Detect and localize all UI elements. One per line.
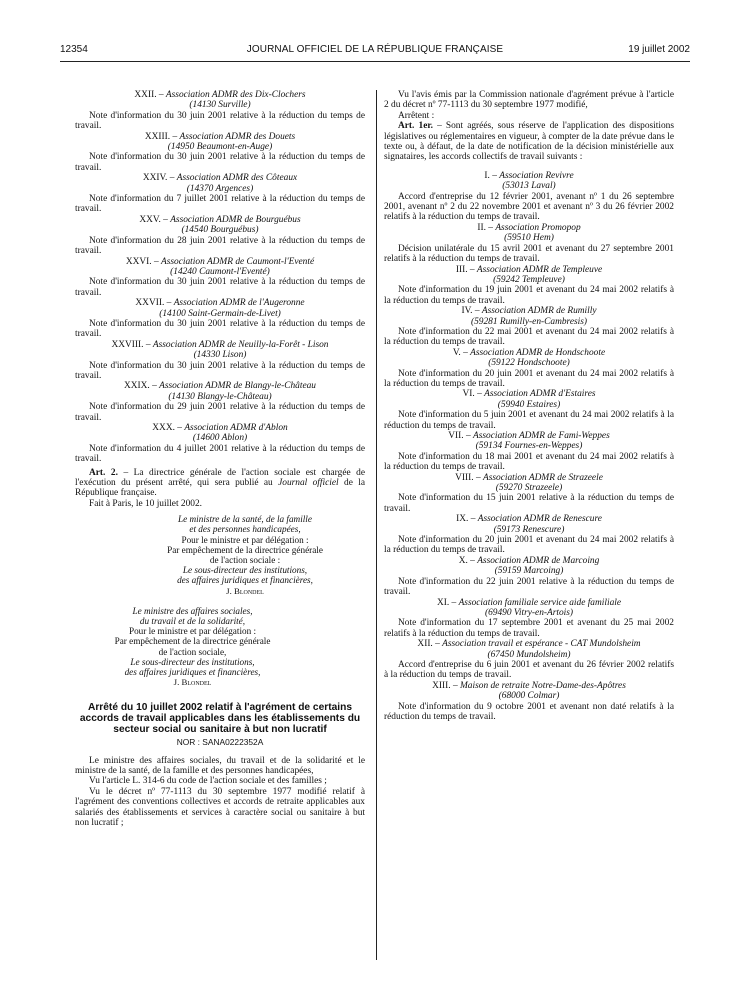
article-1	[384, 121, 674, 163]
entry-place: (53013 Laval)	[502, 181, 556, 192]
entry-text: Décision unilatérale du 15 avril 2001 et avenant du 27 septembre 2001 relatifs à la réduction du temps de travail.	[384, 243, 674, 265]
article-2-journal: Journal officiel	[278, 478, 339, 489]
left-entries	[75, 90, 365, 465]
entry-name: Association ADMR des Dix-Clochers	[165, 90, 306, 100]
sig1-line4: Par empêchement de la directrice générale	[167, 544, 323, 555]
signature-affaires-sociales	[75, 606, 310, 688]
article-1-label: Art. 1er.	[398, 121, 433, 132]
entry	[75, 132, 365, 174]
entry-name: Association ADMR de Blangy-le-Château	[159, 381, 316, 392]
entry-heading: XIII. – Maison de retraite Notre-Dame-des-Apôtres	[432, 680, 626, 691]
entry-text: Note d'information du 20 juin 2001 et avenant du 24 mai 2002 relatifs à la réduction du temps de travail.	[384, 368, 674, 389]
article-2-text-b: de la République française.	[75, 478, 365, 499]
entry-text: Note d'information du 7 juillet 2001 relative à la réduction du temps de travail.	[75, 194, 365, 215]
entry-text: Note d'information du 30 juin 2001 relative à la réduction du temps de travail.	[75, 110, 365, 132]
entry-name: Association ADMR de Hondschoote	[470, 347, 606, 358]
entry-name: Association ADMR de Templeuve	[476, 264, 603, 275]
entry	[75, 381, 365, 423]
entry-text: Note d'information du 29 juin 2001 relative à la réduction du temps de travail.	[75, 402, 365, 423]
entry-place: (14130 Blangy-le-Château)	[168, 391, 272, 402]
entry-name: Association Revivre	[499, 170, 574, 181]
entry-number: XXVIII.	[111, 339, 144, 350]
entry	[384, 431, 674, 473]
signature-sante	[125, 514, 365, 596]
entry-heading: XXV. – Association ADMR de Bourguébus	[139, 214, 301, 225]
entry-place: (14330 Lison)	[193, 350, 247, 361]
entry-text: Note d'information du 15 juin 2001 relative à la réduction du temps de travail.	[384, 493, 674, 514]
entry-name: Association ADMR d'Estaires	[484, 389, 596, 400]
entry-heading: XXIV. – Association ADMR des Côteaux	[142, 173, 298, 184]
entry-heading: VIII. – Association ADMR de Strazeele	[455, 472, 603, 483]
page-header	[60, 44, 690, 58]
entry	[75, 298, 365, 340]
entry-name: Association ADMR des Côteaux	[176, 173, 298, 184]
entry-name: Association ADMR de Renescure	[477, 514, 602, 525]
entry-text: Note d'information du 22 mai 2001 et avenant du 24 mai 2002 relatifs à la réduction du temps de travail.	[384, 326, 674, 348]
entry-name: Association ADMR de Fami-Weppes	[473, 431, 610, 441]
entry-place: (14540 Bourguébus)	[181, 225, 259, 236]
sig2-line6: Le sous-directeur des institutions,	[130, 656, 255, 667]
entry-name: Association Promopop	[495, 222, 581, 233]
entry-heading: III. – Association ADMR de Templeuve	[455, 264, 603, 275]
visa-code: Vu l'article L. 314-6 du code de l'action sociale et des familles ;	[89, 776, 327, 787]
entry-name: Association ADMR de Strazeele	[483, 472, 603, 483]
entry-place: (14100 Saint-Germain-de-Livet)	[159, 308, 281, 319]
entry-name: Association ADMR des Douets	[179, 131, 296, 142]
entry	[75, 340, 365, 382]
sig1-line7: des affaires juridiques et financières,	[177, 575, 313, 586]
arretent: Arrêtent :	[398, 110, 435, 121]
sig2-line2: du travail et de la solidarité,	[139, 616, 246, 627]
fait-a-paris: Fait à Paris, le 10 juillet 2002.	[89, 498, 203, 509]
article-1-text: – Sont agréés, sous réserve de l'application des dispositions législatives ou réglementaires en vigueur, à compter de la date prévue dans le texte ou, à défaut, de la date de notification de la décision ministérielle aux signataires, les accords collectifs de travail suivants :	[384, 121, 674, 163]
entry	[384, 473, 674, 515]
right-column	[384, 90, 674, 722]
entry-heading: XXII. – Association ADMR des Dix-Clochers	[134, 90, 306, 100]
entry	[384, 306, 674, 348]
sig2-line3: Pour le ministre et par délégation :	[128, 626, 257, 637]
entry-place: (59173 Renescure)	[493, 524, 565, 535]
entry-number: IX.	[456, 514, 469, 525]
entry-heading: II. – Association Promopop	[477, 222, 581, 233]
left-column	[75, 90, 365, 828]
entry-place: (67450 Mundolsheim)	[487, 649, 571, 660]
entry-heading: V. – Association ADMR de Hondschoote	[452, 347, 606, 358]
entry-place: (59281 Rumilly-en-Cambresis)	[470, 316, 588, 327]
entry-place: (59510 Hem)	[504, 233, 554, 244]
entry-heading: XXVI. – Association ADMR de Caumont-l'Eventé	[125, 256, 315, 267]
entry-place: (59122 Hondschoote)	[488, 358, 570, 369]
entry-number: XXII.	[134, 90, 157, 100]
entry	[384, 348, 674, 390]
entry-name: Association ADMR d'Ablon	[184, 423, 288, 433]
sig2-line1: Le ministre des affaires sociales,	[132, 605, 253, 616]
entry-place: (68000 Colmar)	[498, 691, 560, 702]
entry	[384, 171, 674, 223]
article-2	[75, 468, 365, 499]
sig1-name: J. Blondel	[226, 585, 264, 596]
sig2-name: J. Blondel	[173, 677, 212, 688]
entry-heading: XXVIII. – Association ADMR de Neuilly-la-Forêt - Lison	[111, 339, 329, 350]
entry-number: V.	[452, 347, 461, 358]
entry-place: (14130 Surville)	[189, 100, 251, 111]
entry-place: (59242 Templeuve)	[493, 274, 565, 285]
sig2-line4: Par empêchement de la directrice générale	[114, 636, 271, 647]
entry	[75, 173, 365, 215]
entry	[384, 223, 674, 265]
entry-heading: XXIII. – Association ADMR des Douets	[144, 131, 296, 142]
entry-heading: VII. – Association ADMR de Fami-Weppes	[448, 431, 610, 441]
entry-heading: XXVII. – Association ADMR de l'Augeronne	[135, 298, 305, 309]
entry-heading: XXX. – Association ADMR d'Ablon	[152, 423, 288, 433]
entry-heading: XII. – Association travail et espérance - CAT Mundolsheim	[417, 639, 641, 650]
entry-heading: IX. – Association ADMR de Renescure	[456, 514, 602, 525]
sig1-line6: Le sous-directeur des institutions,	[182, 565, 308, 576]
entry	[384, 389, 674, 431]
entry-place: (14240 Caumont-l'Eventé)	[170, 266, 270, 277]
entry-number: VIII.	[455, 472, 474, 483]
entry-number: XXIV.	[142, 173, 168, 184]
entry-heading: XI. – Association familiale service aide familiale	[436, 597, 622, 608]
entry	[75, 257, 365, 299]
journal-title: JOURNAL OFFICIEL DE LA RÉPUBLIQUE FRANÇAISE	[246, 44, 504, 55]
visa-ministres: Le ministre des affaires sociales, du travail et de la solidarité et le ministre de la santé, de la famille et des personnes handicapées,	[75, 755, 365, 776]
entry-place: (69490 Vitry-en-Artois)	[484, 607, 574, 618]
entry-text: Note d'information du 17 septembre 2001 et avenant du 25 mai 2002 relatifs à la réduction du temps de travail.	[384, 618, 674, 639]
entry-text: Note d'information du 4 juillet 2001 relative à la réduction du temps de travail.	[75, 443, 365, 465]
entry-number: XXX.	[152, 423, 175, 433]
article-2-label: Art. 2.	[89, 467, 118, 478]
entry-number: IV.	[461, 306, 473, 317]
entry-heading: VI. – Association ADMR d'Estaires	[462, 389, 596, 400]
nor-reference: NOR : SANA0222352A	[176, 737, 264, 748]
entry-text: Note d'information du 30 juin 2001 relative à la réduction du temps de travail.	[75, 360, 365, 381]
entry-number: XXIX.	[124, 381, 150, 392]
entry-place: (59270 Strazeele)	[495, 483, 563, 494]
entry-text: Note d'information du 22 juin 2001 relative à la réduction du temps de travail.	[384, 576, 674, 598]
entry-place: (59134 Fournes-en-Weppes)	[475, 441, 583, 452]
sig2-line5: de l'action sociale,	[158, 646, 227, 657]
entry	[384, 265, 674, 307]
right-entries	[384, 171, 674, 723]
entry-name: Association ADMR de Bourguébus	[170, 214, 301, 225]
entry-number: XXVII.	[135, 298, 165, 309]
entry-text: Accord d'entreprise du 12 février 2001, avenant nº 1 du 26 septembre 2001, avenant nº 2 du 22 novembre 2001 et avenant nº 3 du 26 février 2002 relatifs à la réduction du temps de travail.	[384, 191, 674, 223]
arrete-title: Arrêté du 10 juillet 2002 relatif à l'agrément de certains accords de travail applicables dans les établissements du secteur social ou sanitaire à but non lucratif	[79, 701, 361, 735]
entry-name: Maison de retraite Notre-Dame-des-Apôtres	[460, 680, 626, 691]
article-2-text-a: – La directrice générale de l'action sociale est chargée de l'exécution du présent arrêté, qui sera publié au	[75, 467, 365, 489]
issue-date: 19 juillet 2002	[628, 44, 690, 55]
sig1-line5: de l'action sociale :	[209, 555, 281, 566]
entry-text: Note d'information du 30 juin 2001 relative à la réduction du temps de travail.	[75, 277, 365, 298]
entry-text: Note d'information du 18 mai 2001 et avenant du 24 mai 2002 relatifs à la réduction du temps de travail.	[384, 451, 674, 473]
sig1-line3: Pour le ministre et par délégation :	[181, 534, 309, 545]
entry-place: (59159 Marcoing)	[494, 566, 564, 577]
entry-number: XXV.	[139, 214, 161, 225]
entry-name: Association ADMR de Caumont-l'Eventé	[161, 256, 315, 267]
sig1-line1: Le ministre de la santé, de la famille	[178, 514, 312, 525]
entry-text: Note d'information du 20 juin 2001 et avenant du 24 mai 2002 relatifs à la réduction du temps de travail.	[384, 535, 674, 556]
entry	[384, 639, 674, 681]
entry-number: XI.	[436, 597, 450, 608]
entry-name: Association ADMR de Rumilly	[481, 306, 597, 317]
entry-name: Association ADMR de l'Augeronne	[173, 298, 305, 309]
entry	[75, 423, 365, 465]
sig1-line2: et des personnes handicapées,	[189, 524, 301, 535]
entry	[75, 90, 365, 132]
entry-name: Association familiale service aide familiale	[458, 597, 622, 608]
entry-number: III.	[455, 264, 468, 275]
entry-text: Note d'information du 30 juin 2001 relative à la réduction du temps de travail.	[75, 318, 365, 340]
column-divider	[376, 90, 377, 960]
entry-heading: IV. – Association ADMR de Rumilly	[461, 306, 597, 317]
entry	[384, 556, 674, 598]
entry-number: X.	[458, 555, 468, 566]
entry-text: Note d'information du 28 juin 2001 relative à la réduction du temps de travail.	[75, 235, 365, 257]
entry-text: Note d'information du 30 juin 2001 relative à la réduction du temps de travail.	[75, 152, 365, 173]
entry-heading: XXIX. – Association ADMR de Blangy-le-Château	[124, 381, 316, 392]
entry-place: (14370 Argences)	[186, 183, 254, 194]
entry	[384, 681, 674, 723]
entry-number: VI.	[462, 389, 475, 400]
entry	[75, 215, 365, 257]
entry-number: XXIII.	[144, 131, 171, 142]
entry-number: I.	[484, 170, 490, 181]
entry-heading: I. – Association Revivre	[484, 170, 574, 181]
entry-name: Association ADMR de Neuilly-la-Forêt - Lison	[152, 339, 329, 350]
entry-text: Note d'information du 5 juin 2001 et avenant du 24 mai 2002 relatifs à la réduction du temps de travail.	[384, 410, 674, 431]
entry-name: Association ADMR de Marcoing	[477, 555, 600, 566]
sig2-line7: des affaires juridiques et financières,	[124, 667, 261, 678]
entry-number: XXVI.	[125, 256, 152, 267]
entry	[384, 514, 674, 556]
page-number: 12354	[60, 44, 88, 55]
entry-number: VII.	[448, 431, 464, 441]
entry	[384, 598, 674, 640]
entry-number: XIII.	[432, 680, 451, 691]
entry-place: (14600 Ablon)	[192, 433, 248, 444]
entry-place: (14950 Beaumont-en-Auge)	[167, 142, 273, 153]
entry-text: Accord d'entreprise du 6 juin 2001 et avenant du 26 février 2002 relatifs à la réduction du temps de travail.	[384, 659, 674, 681]
entry-name: Association travail et espérance - CAT Mundolsheim	[442, 639, 641, 650]
entry-place: (59940 Estaires)	[497, 399, 561, 410]
entry-text: Note d'information du 9 octobre 2001 et avenant non daté relatifs à la réduction du temps de travail.	[384, 701, 674, 722]
header-rule	[60, 61, 690, 62]
entry-number: II.	[477, 222, 486, 233]
entry-heading: X. – Association ADMR de Marcoing	[458, 555, 600, 566]
entry-number: XII.	[417, 639, 433, 650]
vu-avis: Vu l'avis émis par la Commission nationale d'agrément prévue à l'article 2 du décret nº 77-1113 du 30 septembre 1977 modifié,	[384, 90, 674, 111]
entry-text: Note d'information du 19 juin 2001 et avenant du 24 mai 2002 relatifs à la réduction du temps de travail.	[384, 285, 674, 306]
visa-decret: Vu le décret nº 77-1113 du 30 septembre 1977 modifié relatif à l'agrément des conventions collectives et accords de retraite applicables aux salariés des établissements et services à caractère social ou sanitaire à but non lucratif ;	[75, 786, 365, 828]
